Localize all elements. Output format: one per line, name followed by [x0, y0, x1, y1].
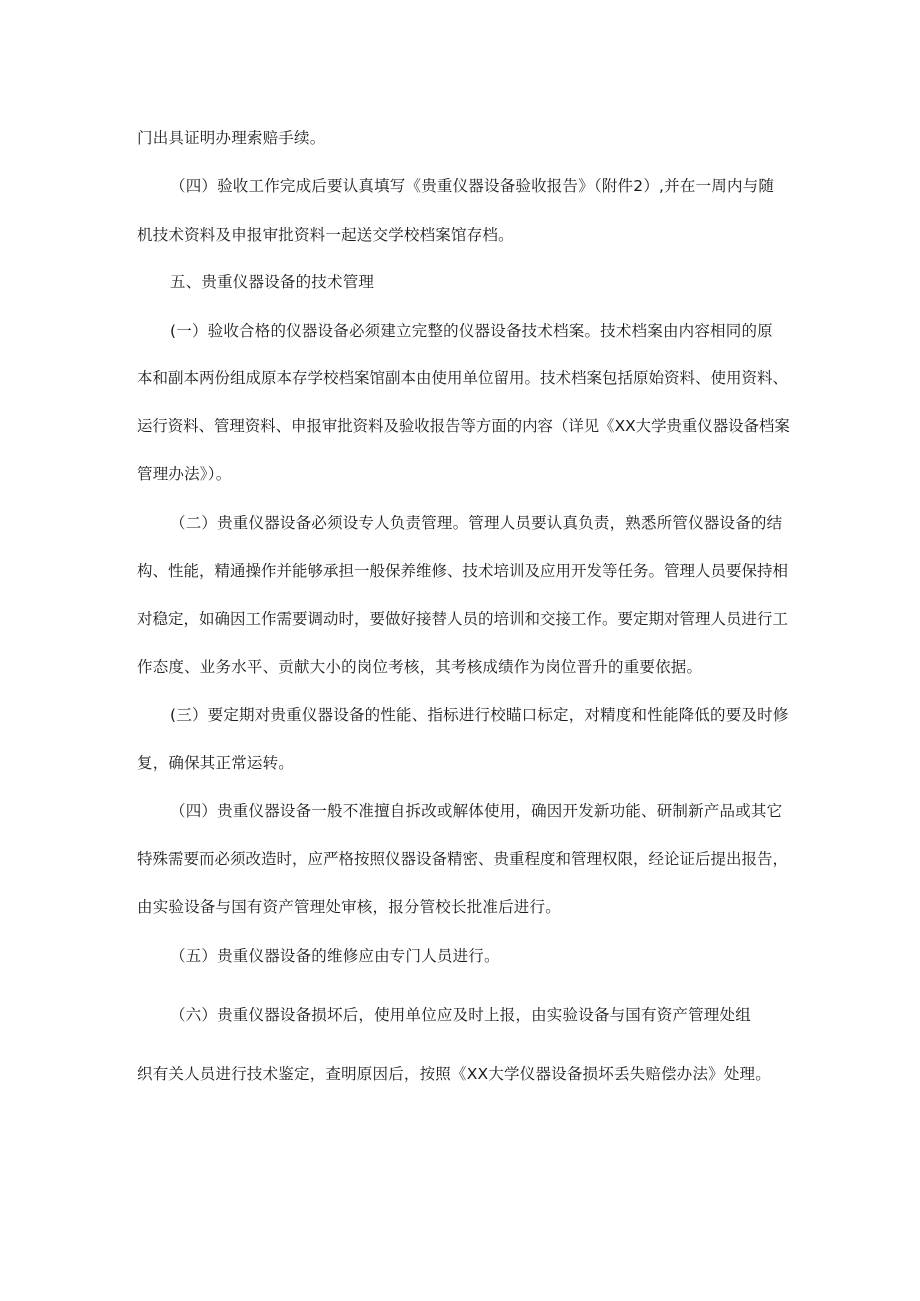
paragraph-line: 本和副本两份组成原本存学校档案馆副本由使用单位留用。技术档案包括原始资料、使用资料、 [137, 369, 789, 387]
paragraph-line: （四）贵重仪器设备一般不准擅自拆改或解体使用，确因开发新功能、研制新产品或其它 [170, 802, 783, 820]
paragraph-line: 由实验设备与国有资产管理处审核，报分管校长批准后进行。 [137, 898, 561, 916]
paragraph-line: (三）要定期对贵重仪器设备的性能、指标进行校瞄口标定，对精度和性能降低的要及时修 [170, 706, 789, 724]
paragraph-line: 门出具证明办理索赔手续。 [137, 129, 326, 147]
paragraph-line: （四）验收工作完成后要认真填写《贵重仪器设备验收报告》（附件2）,并在一周内与随 [170, 177, 775, 195]
paragraph-line: 运行资料、管理资料、申报审批资料及验收报告等方面的内容（详见《XX大学贵重仪器设备档案 [137, 417, 790, 435]
paragraph-line: 作态度、业务水平、贡献大小的岗位考核，其考核成绩作为岗位晋升的重要依据。 [137, 658, 703, 676]
paragraph-line: （六）贵重仪器设备损坏后，使用单位应及时上报，由实验设备与国有资产管理处组 [170, 1006, 751, 1024]
paragraph-line: (一）验收合格的仪器设备必须建立完整的仪器设备技术档案。技术档案由内容相同的原 [170, 322, 773, 340]
paragraph-line: 管理办法》）。 [137, 465, 232, 483]
paragraph-line: 构、性能，精通操作并能够承担一般保养维修、技术培训及应用开发等任务。管理人员要保持相 [137, 562, 789, 580]
paragraph-line: （五）贵重仪器设备的维修应由专门人员进行。 [170, 947, 500, 965]
paragraph-line: 特殊需要而必须改造时，应严格按照仪器设备精密、贵重程度和管理权限，经论证后提出报告， [137, 850, 789, 868]
paragraph-line: 机技术资料及申报审批资料一起送交学校档案馆存档。 [137, 226, 514, 244]
paragraph-line: 对稳定，如确因工作需要调动时，要做好接替人员的培训和交接工作。要定期对管理人员进行工 [137, 610, 789, 628]
paragraph-line: 复，确保其正常运转。 [137, 754, 295, 772]
paragraph-line: 织有关人员进行技术鉴定，查明原因后，按照《XX大学仪器设备损坏丢失赔偿办法》处理。 [137, 1065, 771, 1083]
paragraph-line: （二）贵重仪器设备必须设专人负责管理。管理人员要认真负责，熟悉所管仪器设备的结 [170, 514, 783, 532]
section-heading: 五、贵重仪器设备的技术管理 [170, 273, 375, 291]
